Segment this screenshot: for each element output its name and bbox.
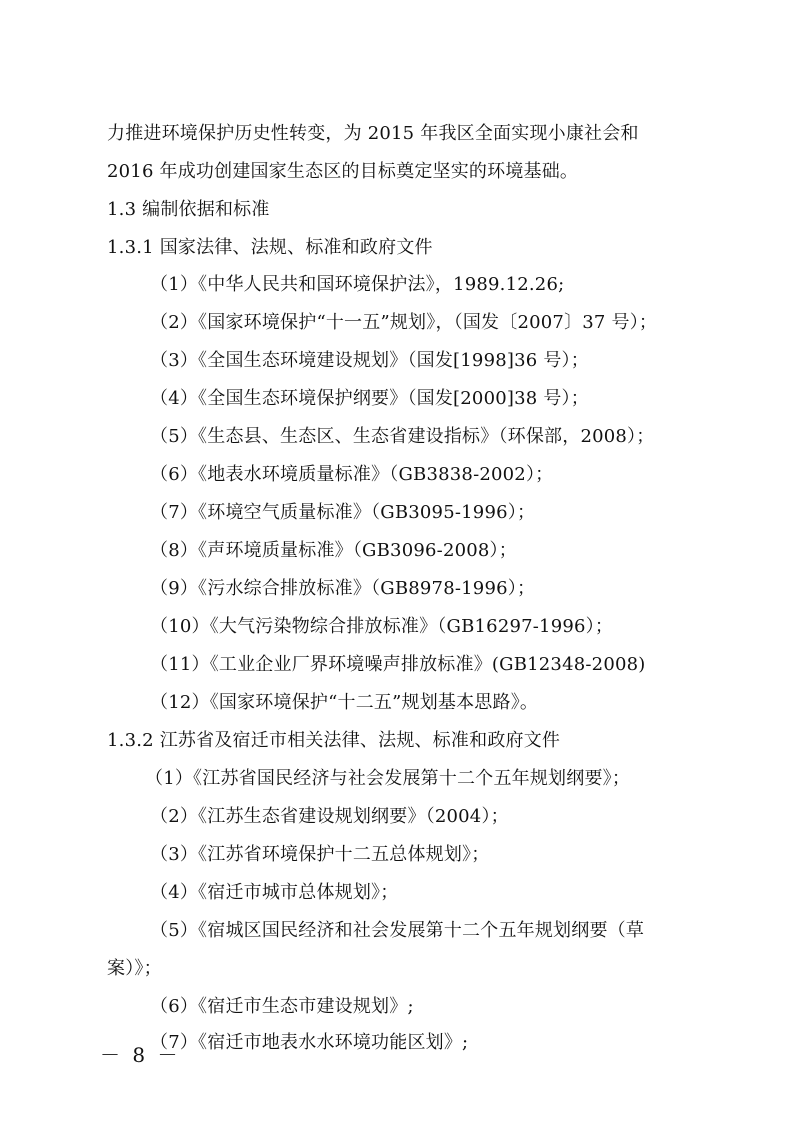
list-item: （7）《环境空气质量标准》（GB3095-1996）； xyxy=(150,502,536,523)
list-item: （2）《江苏生态省建设规划纲要》（2004）； xyxy=(150,806,509,827)
list-item: （1）《中华人民共和国环境保护法》，1989.12.26; xyxy=(150,274,565,295)
list-item: （5）《宿城区国民经济和社会发展第十二个五年规划纲要（草 xyxy=(150,920,645,941)
list-item: （10）《大气污染物综合排放标准》（GB16297-1996）； xyxy=(150,616,614,637)
list-item: （3）《江苏省环境保护十二五总体规划》； xyxy=(150,844,490,865)
list-item: （5）《生态县、生态区、生态省建设指标》（环保部，2008）； xyxy=(150,426,655,447)
list-item: （1）《江苏省国民经济与社会发展第十二个五年规划纲要》； xyxy=(145,768,631,789)
list-item: （9）《污水综合排放标准》（GB8978-1996）； xyxy=(150,578,536,599)
section-heading-1-3: 1.3 编制依据和标准 xyxy=(107,199,270,220)
list-item: （12）《国家环境保护“十二五”规划基本思路》。 xyxy=(150,692,539,713)
list-item: （4）《宿迁市城市总体规划》； xyxy=(150,882,399,903)
list-item: （6）《宿迁市生态市建设规划》; xyxy=(150,996,414,1017)
section-heading-1-3-1: 1.3.1 国家法律、法规、标准和政府文件 xyxy=(107,237,433,258)
list-item: （3）《全国生态环境建设规划》（国发[1998]36 号）； xyxy=(150,350,589,371)
section-heading-1-3-2: 1.3.2 江苏省及宿迁市相关法律、法规、标准和政府文件 xyxy=(107,730,561,751)
list-item: （8）《声环境质量标准》（GB3096-2008）； xyxy=(150,540,517,561)
page-number: － 8 － xyxy=(100,1043,181,1067)
list-item: （2）《国家环境保护“十一五”规划》，（国发〔2007〕37 号）； xyxy=(150,312,658,333)
list-item: （7）《宿迁市地表水水环境功能区划》; xyxy=(150,1032,469,1053)
list-item: （11）《工业企业厂界环境噪声排放标准》(GB12348-2008) xyxy=(150,654,646,675)
paragraph-line: 2016 年成功创建国家生态区的目标奠定坚实的环境基础。 xyxy=(107,161,579,182)
paragraph-line: 力推进环境保护历史性转变，为 2015 年我区全面实现小康社会和 xyxy=(107,123,639,144)
list-item: （6）《地表水环境质量标准》（GB3838-2002）； xyxy=(150,464,554,485)
list-item: （4）《全国生态环境保护纲要》（国发[2000]38 号）； xyxy=(150,388,589,409)
list-item-continuation: 案）》； xyxy=(107,958,162,979)
